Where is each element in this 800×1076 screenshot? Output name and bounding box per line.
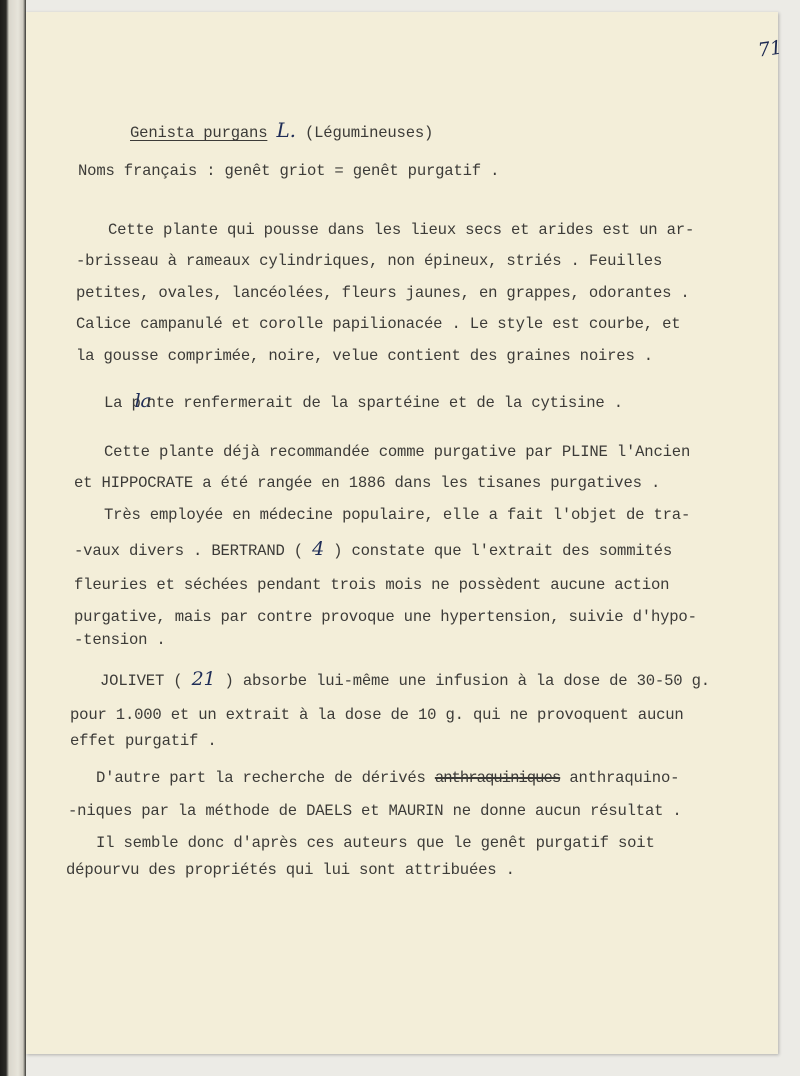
paragraph6-line1 xyxy=(96,769,679,787)
paragraph1-line3: petites, ovales, lancéolées, fleurs jaunes, en grappes, odorantes . xyxy=(76,284,690,302)
title-line xyxy=(130,118,433,142)
paragraph4-line5: -tension . xyxy=(74,631,166,649)
typewritten-page xyxy=(26,12,784,1054)
paragraph6-line1-start: D'autre part la recherche de dérivés xyxy=(96,769,435,787)
paragraph7-line2: dépourvu des propriétés qui lui sont attribuées . xyxy=(66,861,515,879)
paragraph1-line2: -brisseau à rameaux cylindriques, non épineux, striés . Feuilles xyxy=(76,252,663,270)
handwritten-reference-4: 4 xyxy=(312,538,324,560)
paragraph3-line1: Cette plante déjà recommandée comme purgative par PLINE l'Ancien xyxy=(104,443,691,461)
paragraph4-line2 xyxy=(74,538,672,560)
paragraph2-end: nte renfermerait de la spartéine et de la cytisine . xyxy=(146,394,623,412)
paragraph1-line1: Cette plante qui pousse dans les lieux secs et arides est un ar- xyxy=(108,221,695,239)
handwritten-reference-21: 21 xyxy=(191,668,216,690)
struck-out-word: anthraquiniques xyxy=(434,769,561,787)
paragraph5-line2: pour 1.000 et un extrait à la dose de 10 g. qui ne provoquent aucun xyxy=(70,706,684,724)
paragraph1-line5: la gousse comprimée, noire, velue contient des graines noires . xyxy=(76,347,653,365)
paragraph1-line4: Calice campanulé et corolle papilionacée . Le style est courbe, et xyxy=(76,315,681,333)
title-family: (Légumineuses) xyxy=(304,124,434,142)
paragraph2 xyxy=(104,390,623,412)
title-genus: Genista purgans xyxy=(130,124,268,142)
handwritten-correction-la: la xyxy=(134,390,152,412)
paragraph7-line1: Il semble donc d'après ces auteurs que le genêt purgatif soit xyxy=(96,834,655,852)
book-binding-edge xyxy=(0,0,26,1076)
paragraph6-line2: -niques par la méthode de DAELS et MAURIN ne donne aucun résultat . xyxy=(68,802,682,820)
paragraph4-line3: fleuries et séchées pendant trois mois ne possèdent aucune action xyxy=(74,576,670,594)
paragraph5-line1-end: ) absorbe lui-même une infusion à la dose de 30-50 g. xyxy=(215,672,710,690)
paragraph5-line1-start: JOLIVET ( xyxy=(100,672,192,690)
paragraph2-start: La p xyxy=(104,394,141,412)
paragraph4-line2-start: -vaux divers . BERTRAND ( xyxy=(74,542,313,560)
page-number: 71 xyxy=(756,36,784,62)
paragraph5-line1 xyxy=(100,668,710,690)
paragraph5-line3: effet purgatif . xyxy=(70,732,217,750)
french-names: Noms français : genêt griot = genêt purgatif . xyxy=(78,162,500,180)
paragraph4-line2-end: ) constate que l'extrait des sommités xyxy=(324,542,672,560)
paragraph3-line2: et HIPPOCRATE a été rangée en 1886 dans les tisanes purgatives . xyxy=(74,474,661,492)
paragraph6-line1-end: anthraquino- xyxy=(560,769,680,787)
paragraph4-line1: Très employée en médecine populaire, elle a fait l'objet de tra- xyxy=(104,506,691,524)
title-author-handwritten: L. xyxy=(276,118,296,142)
paragraph4-line4: purgative, mais par contre provoque une hypertension, suivie d'hypo- xyxy=(74,608,697,626)
